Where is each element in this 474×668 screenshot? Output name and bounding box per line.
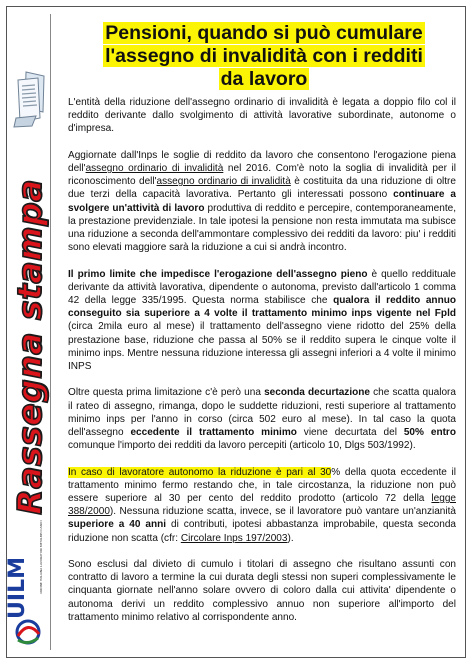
text-run: (circa 2mila euro al mese) il trattamento dell'assegno viene ridotto del 25% della prestazione base, riduzione che passa al 50% se il reddito supera le cinque volte il minimo inps. Mentre nessuna riduzione interessa gli assegni inferiori a 4 volte il minimo INPS bbox=[68, 321, 456, 373]
article-body bbox=[68, 96, 456, 637]
paragraph-4 bbox=[68, 386, 456, 452]
text-run: produttiva di reddito e percepire, contemporaneamente, la prestazione previdenziale. In tale ipotesi la pensione non resta immutata ma subisce una riduzione a seconda dell'ammontare complessivo dei redditi da lavoro: piu' i redditi sono elevati maggiore sarà la riduzione a cui si andrà incontro. bbox=[68, 202, 456, 254]
newspaper-icon bbox=[10, 66, 48, 130]
text-run: è costituita da una riduzione di oltre due terzi della capacità lavorativa. Pertanto gli interessati possono bbox=[68, 176, 456, 201]
text-run: ). Nessuna riduzione scatta, invece, se il lavoratore può vantare un'anzianità bbox=[109, 506, 456, 518]
text-run: nel 2016. Com'è noto la soglia di invalidità per il riconoscimento dell' bbox=[68, 163, 456, 188]
link-assegno-ordinario[interactable]: assegno ordinario di invalidità bbox=[85, 163, 224, 174]
text-run: viene decurtata del bbox=[296, 427, 404, 439]
logo-text: UILM bbox=[5, 557, 30, 619]
article-title-text: Pensioni, quando si può cumulare l'assegno di invalidità con i redditi da lavoro bbox=[105, 22, 423, 90]
logo-caption: UNIONE ITALIANA LAVORATORI METALMECCANICI bbox=[39, 520, 43, 594]
text-run: che scatta qualora il rateo di assegno, rimanga, dopo le suddette riduzioni, resti superiore al trattamento minimo inps per l'anno in corso (circa 502 euro al mese). In tal caso la quota dell'assegno bbox=[68, 387, 456, 439]
text-run: Aggiornate dall'Inps le soglie di reddito da lavoro che consentono l'erogazione piena dell' bbox=[68, 149, 456, 174]
bold-run: Il primo limite che impedisce l'erogazione dell'assegno pieno bbox=[68, 268, 368, 280]
article-title bbox=[92, 22, 436, 91]
text-run: ). bbox=[287, 532, 294, 544]
bold-run: eccedente il trattamento minimo bbox=[130, 427, 297, 439]
link-assegno-ordinario-2[interactable]: assegno ordinario di invalidità bbox=[156, 176, 291, 188]
paragraph-6: Sono esclusi dal divieto di cumulo i titolari di assegno che risultano assunti con contratto di lavoro a termine la cui durata degli stessi non superi complessivamente le cinquanta giornate nell'anno solare ovvero di coloro dalla cui attivita' dipendente o autonoma derivi un reddito complessivo annuo non superiore all'importo del trattamento minimo relativo al corrispondente anno. bbox=[68, 559, 456, 623]
text-run: è quello reddituale derivante da attività lavorativa, dipendente o autonoma, previsto dall'articolo 1 comma 42 della legge 335/1995. Questa norma stabilisce che bbox=[68, 268, 456, 307]
paragraph-3 bbox=[68, 268, 456, 374]
text-run: di contributi, ipotesi abbastanza improbabile, questa seconda riduzione non scatta (cfr: bbox=[68, 519, 456, 544]
paragraph-2 bbox=[68, 149, 456, 255]
text-run: comunque l'importo dei redditi da lavoro percepiti (articolo 10, Dlgs 503/1992). bbox=[68, 440, 416, 452]
masthead-rassegna-stampa: Rassegna stampa bbox=[10, 179, 49, 515]
bold-run: continuare a svolgere un'attività di lavoro bbox=[68, 189, 456, 214]
link-legge-388-2000[interactable]: legge 388/2000 bbox=[68, 493, 456, 518]
paragraph-5 bbox=[68, 466, 456, 545]
uilm-logo bbox=[5, 520, 48, 652]
press-sidebar bbox=[5, 14, 51, 650]
bold-run: seconda decurtazione bbox=[264, 387, 370, 399]
link-circolare-inps[interactable]: Circolare Inps 197/2003 bbox=[180, 532, 288, 544]
text-run: Oltre questa prima limitazione c'è però una bbox=[68, 387, 265, 399]
paragraph-1: L'entità della riduzione dell'assegno ordinario di invalidità è legata a doppio filo col il reddito derivante dallo svolgimento di attività lavorative subordinate, autonome o d'impresa. bbox=[68, 97, 456, 135]
bold-run: superiore a 40 anni bbox=[68, 519, 167, 531]
bold-run: 50% entro bbox=[403, 427, 456, 439]
text-run: % della quota eccedente il trattamento minimo fermo restando che, in tale circostanza, la riduzione non può essere superiore al 30 per cento del reddito prodotto (articolo 72 della bbox=[68, 466, 457, 505]
highlighted-run: In caso di lavoratore autonomo la riduzione è pari al 30 bbox=[68, 466, 332, 478]
bold-run: qualora il reddito annuo conseguito sia superiore a 4 volte il trattamento minimo inps vigente nel Fpld bbox=[68, 295, 456, 320]
